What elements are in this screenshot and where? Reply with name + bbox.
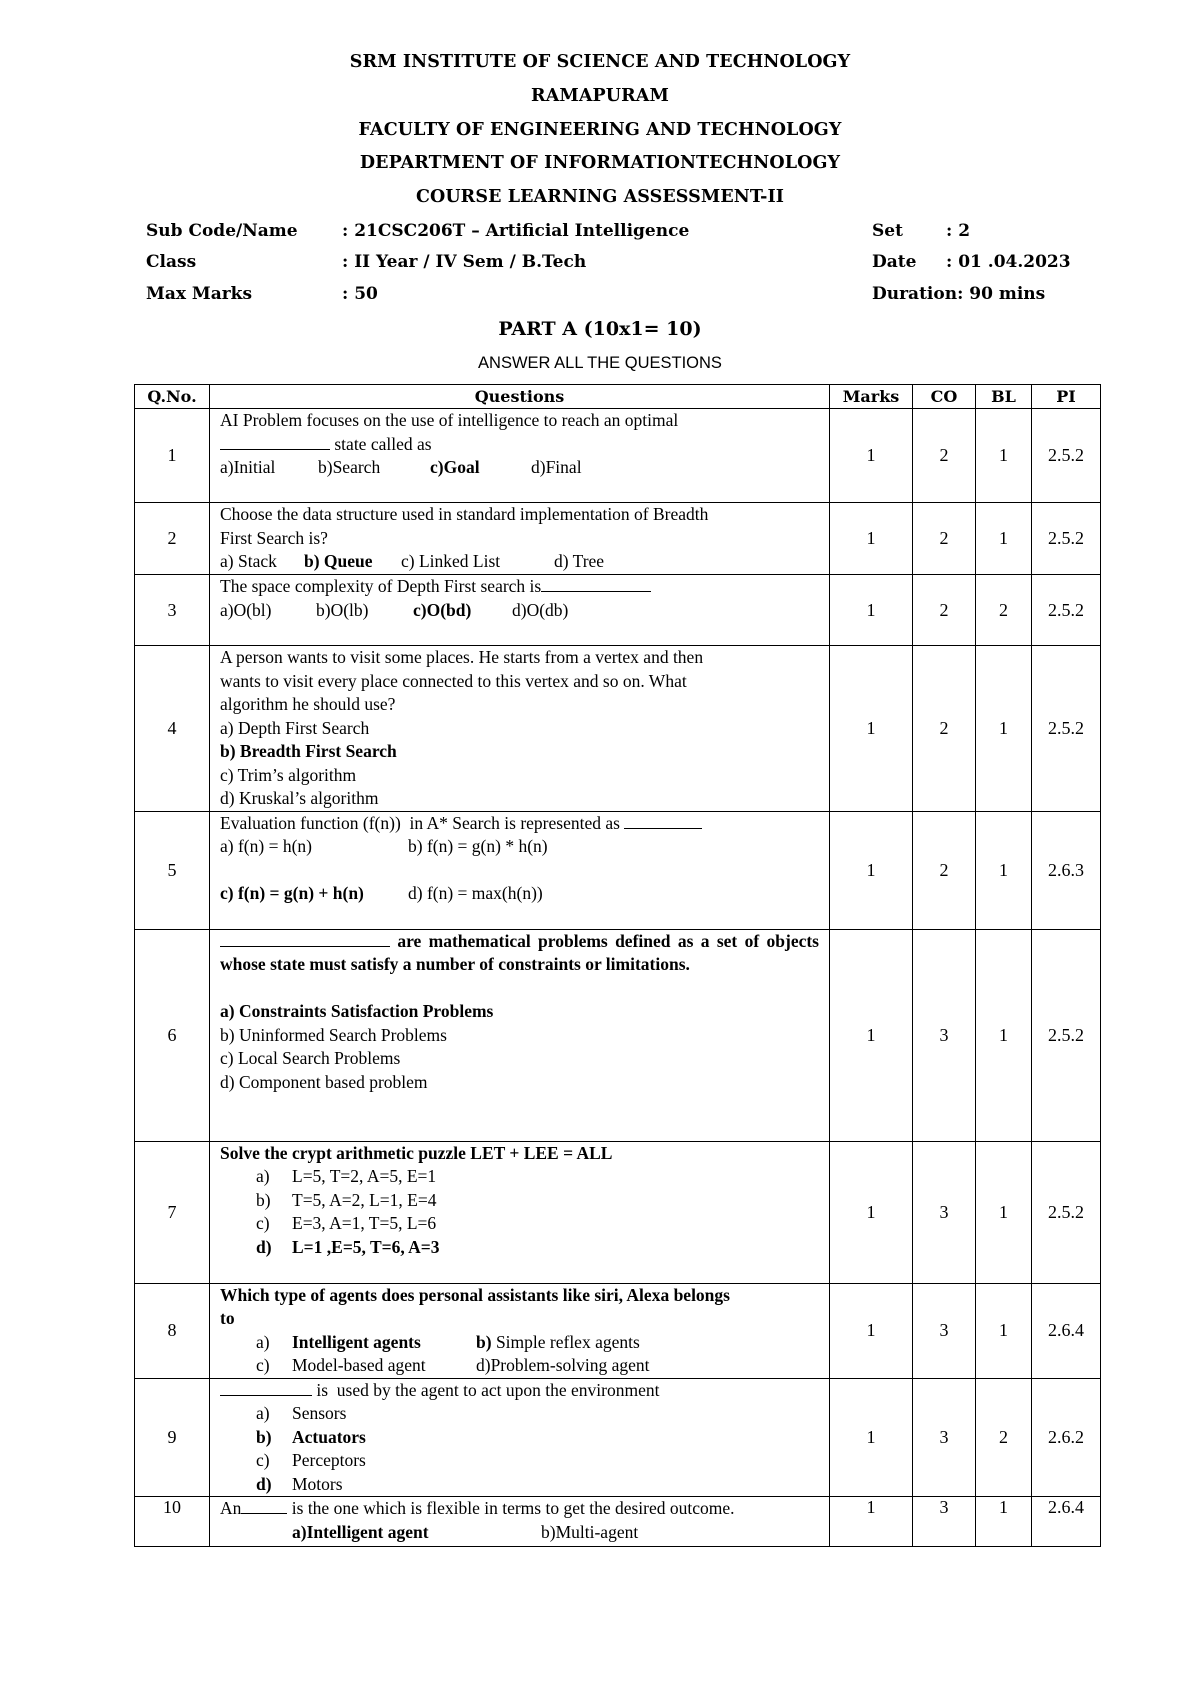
marks-cell: 1 (830, 1283, 913, 1378)
instruction: ANSWER ALL THE QUESTIONS (478, 354, 722, 372)
answer-blank (220, 434, 330, 450)
options-line: a)Initial b)Search c)Goal d)Final (220, 457, 582, 477)
question-cell (210, 1283, 830, 1378)
bl-cell: 1 (976, 1141, 1032, 1283)
answer-blank (541, 576, 651, 592)
institute-name: SRM INSTITUTE OF SCIENCE AND TECHNOLOGY (349, 52, 851, 72)
marks-cell: 1 (830, 575, 913, 646)
option-d: d) L=1 ,E=5, T=6, A=3 (256, 1236, 440, 1257)
table-row (135, 503, 1101, 575)
answer-blank (241, 1498, 287, 1514)
faculty-name: FACULTY OF ENGINEERING AND TECHNOLOGY (358, 120, 842, 140)
question-cell (210, 929, 830, 1141)
sub-code-value: : 21CSC206T – Artificial Intelligence (342, 221, 690, 241)
co-cell: 2 (913, 575, 976, 646)
pi-cell: 2.5.2 (1032, 646, 1101, 812)
table-row (135, 646, 1101, 812)
header-bl: BL (976, 385, 1032, 409)
co-cell: 3 (913, 1497, 976, 1547)
question-text: to (220, 1308, 235, 1328)
table-row (135, 409, 1101, 503)
table-header-row (135, 385, 1101, 409)
question-cell (210, 646, 830, 812)
question-cell (210, 503, 830, 575)
question-text: Solve the crypt arithmetic puzzle LET + LEE = ALL (220, 1142, 613, 1163)
question-text: A person wants to visit some places. He starts from a vertex and then (220, 647, 704, 667)
marks-cell: 1 (830, 1141, 913, 1283)
bl-cell: 2 (976, 1378, 1032, 1497)
option-d: d) Motors (256, 1473, 343, 1494)
bl-cell: 1 (976, 409, 1032, 503)
co-cell: 3 (913, 1141, 976, 1283)
options-line: a)Intelligent agent b)Multi-agent (292, 1521, 639, 1542)
bl-cell: 1 (976, 811, 1032, 929)
pi-cell: 2.5.2 (1032, 503, 1101, 575)
marks-cell: 1 (830, 646, 913, 812)
question-text: are mathematical problems defined as a set of objects whose state must satisfy a number of constraints or limitations. (220, 930, 819, 974)
options-line: c) Model-based agent d)Problem-solving agent (256, 1355, 650, 1375)
qno-cell: 9 (135, 1378, 210, 1497)
set-value: : 2 (946, 221, 971, 241)
date-value: : 01 .04.2023 (946, 252, 1071, 272)
question-text: AI Problem focuses on the use of intelligence to reach an optimal (220, 410, 679, 430)
bl-cell: 1 (976, 1283, 1032, 1378)
marks-cell: 1 (830, 1497, 913, 1547)
answer-blank (220, 931, 390, 947)
header-pi: PI (1032, 385, 1101, 409)
max-marks-value: : 50 (342, 284, 378, 304)
pi-cell: 2.6.3 (1032, 811, 1101, 929)
qno-cell: 10 (135, 1497, 210, 1547)
question-text: An is the one which is flexible in terms to get the desired outcome. (220, 1498, 735, 1518)
header-co: CO (913, 385, 976, 409)
co-cell: 3 (913, 929, 976, 1141)
option-b: b) Uninformed Search Problems (220, 1024, 447, 1045)
date-label: Date (872, 252, 917, 272)
bl-cell: 1 (976, 929, 1032, 1141)
table-row (135, 575, 1101, 646)
option-a: a) Sensors (256, 1403, 347, 1423)
option-a: a) Constraints Satisfaction Problems (220, 1001, 494, 1021)
header-qno: Q.No. (135, 385, 210, 409)
options-line: c) f(n) = g(n) + h(n) d) f(n) = max(h(n)) (220, 883, 543, 903)
bl-cell: 1 (976, 1497, 1032, 1547)
options-line: a) Stack b) Queue c) Linked List d) Tree (220, 551, 605, 571)
question-cell (210, 811, 830, 929)
question-cell (210, 1497, 830, 1547)
spacer-line (220, 859, 819, 883)
bl-cell: 1 (976, 646, 1032, 812)
assessment-title: COURSE LEARNING ASSESSMENT-II (415, 187, 785, 207)
qno-cell: 5 (135, 811, 210, 929)
option-a: a) L=5, T=2, A=5, E=1 (256, 1166, 437, 1186)
options-line: a)O(bl) b)O(lb) c)O(bd) d)O(db) (220, 599, 569, 620)
bl-cell: 1 (976, 503, 1032, 575)
option-c: c) Trim’s algorithm (220, 764, 357, 785)
qno-cell: 7 (135, 1141, 210, 1283)
question-text: is used by the agent to act upon the environment (220, 1379, 819, 1403)
table-row (135, 929, 1101, 1141)
pi-cell: 2.5.2 (1032, 409, 1101, 503)
co-cell: 2 (913, 811, 976, 929)
duration: Duration: 90 mins (872, 284, 1046, 304)
option-d: d) Component based problem (220, 1071, 428, 1092)
marks-cell: 1 (830, 1378, 913, 1497)
qno-cell: 4 (135, 646, 210, 812)
spacer-line (220, 977, 819, 1001)
co-cell: 2 (913, 646, 976, 812)
header-marks: Marks (830, 385, 913, 409)
co-cell: 3 (913, 1378, 976, 1497)
sub-code-label: Sub Code/Name (146, 221, 298, 241)
co-cell: 2 (913, 409, 976, 503)
table-row (135, 1141, 1101, 1283)
table-row (135, 1283, 1101, 1378)
qno-cell: 2 (135, 503, 210, 575)
answer-blank (220, 1380, 312, 1396)
set-label: Set (872, 221, 903, 241)
option-c: c) Perceptors (256, 1450, 366, 1470)
question-text: Evaluation function (f(n)) in A* Search is represented as (220, 812, 819, 836)
options-line: a) Intelligent agents b) Simple reflex agents (256, 1331, 640, 1352)
part-title: PART A (10x1= 10) (498, 318, 702, 340)
option-b: b) T=5, A=2, L=1, E=4 (256, 1189, 437, 1210)
qno-cell: 1 (135, 409, 210, 503)
header-questions: Questions (210, 385, 830, 409)
marks-cell: 1 (830, 929, 913, 1141)
marks-cell: 1 (830, 811, 913, 929)
question-text: Choose the data structure used in standard implementation of Breadth (220, 504, 709, 524)
question-text: First Search is? (220, 527, 328, 548)
department-name: DEPARTMENT OF INFORMATIONTECHNOLOGY (359, 153, 841, 173)
co-cell: 3 (913, 1283, 976, 1378)
option-c: c) E=3, A=1, T=5, L=6 (256, 1213, 437, 1233)
question-text: wants to visit every place connected to this vertex and so on. What (220, 670, 687, 691)
co-cell: 2 (913, 503, 976, 575)
option-b: b) Actuators (256, 1426, 366, 1447)
table-row (135, 1497, 1101, 1547)
pi-cell: 2.6.2 (1032, 1378, 1101, 1497)
qno-cell: 3 (135, 575, 210, 646)
option-c: c) Local Search Problems (220, 1048, 401, 1068)
pi-cell: 2.5.2 (1032, 575, 1101, 646)
qno-cell: 8 (135, 1283, 210, 1378)
options-line: a) f(n) = h(n) b) f(n) = g(n) * h(n) (220, 836, 548, 856)
question-cell (210, 1378, 830, 1497)
answer-blank (624, 813, 702, 829)
pi-cell: 2.6.4 (1032, 1283, 1101, 1378)
qno-cell: 6 (135, 929, 210, 1141)
table-row (135, 811, 1101, 929)
marks-cell: 1 (830, 409, 913, 503)
bl-cell: 2 (976, 575, 1032, 646)
campus-name: RAMAPURAM (531, 86, 669, 106)
class-value: : II Year / IV Sem / B.Tech (342, 252, 587, 272)
question-cell (210, 1141, 830, 1283)
marks-cell: 1 (830, 503, 913, 575)
max-marks-label: Max Marks (146, 284, 253, 304)
pi-cell: 2.5.2 (1032, 929, 1101, 1141)
question-text: state called as (220, 433, 819, 457)
option-b: b) Breadth First Search (220, 741, 397, 761)
option-a: a) Depth First Search (220, 717, 370, 738)
pi-cell: 2.5.2 (1032, 1141, 1101, 1283)
question-table (134, 384, 1101, 1547)
question-text: Which type of agents does personal assistants like siri, Alexa belongs (220, 1284, 730, 1305)
table-row (135, 1378, 1101, 1497)
pi-cell: 2.6.4 (1032, 1497, 1101, 1547)
option-d: d) Kruskal’s algorithm (220, 788, 379, 808)
question-text: The space complexity of Depth First search is (220, 575, 819, 599)
question-cell (210, 575, 830, 646)
question-text: algorithm he should use? (220, 694, 396, 714)
class-label: Class (146, 252, 197, 272)
question-cell (210, 409, 830, 503)
